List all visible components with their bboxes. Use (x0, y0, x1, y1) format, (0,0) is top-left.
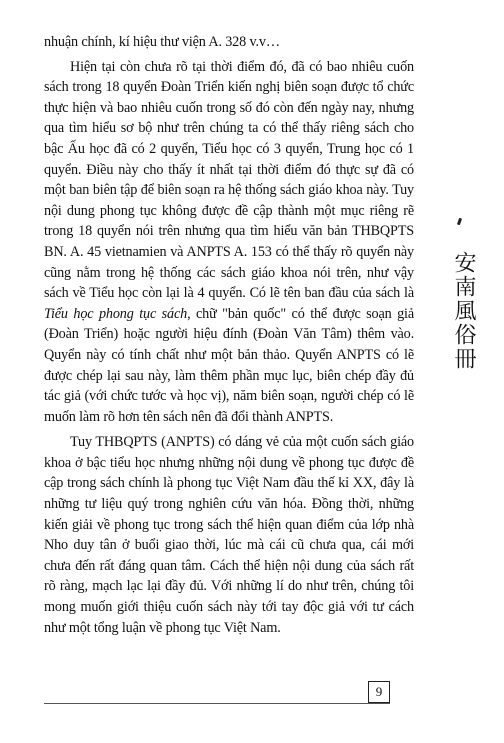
paragraph-2-main: Hiện tại còn chưa rõ tại thời điểm đó, đã có bao nhiêu cuốn sách trong 18 quyển Đoàn Triển kiến nghị biên soạn được tổ chức thực hiện và bao nhiêu cuốn trong số đó còn đến ngày nay, nhưng qua tìm hiểu sơ bộ như trên chúng ta có thể thấy riêng sách cho bậc Ấu học đã có 2 quyển, Tiểu học có 3 quyển, Trung học có 1 quyển. Điều này cho thấy ít nhất tại thời điểm đó thực sự đã có một ban biên tập để biên soạn ra hệ thống sách giáo khoa này. Tuy nội dung phong tục không được đề cập thành một mục riêng rẽ trong 18 quyển nói trên nhưng qua tìm hiểu văn bản THBQPTS BN. A. 45 vietnamien và ANPTS A. 153 có thể thấy rõ quyển này cũng nằm trong hệ thống các sách giáo khoa nói trên, như vậy sách về Tiểu học còn lại là 4 quyển. Có lẽ tên ban đầu của sách là (44, 58, 414, 302)
page-number: 9 (368, 681, 390, 703)
paragraph-3: Tuy THBQPTS (ANPTS) có dáng vẻ của một cuốn sách giáo khoa ở bậc tiểu học nhưng những nội dung về phong tục được đề cập trong sách chính là phong tục Việt Nam đầu thế kỉ XX, đây là những tư liệu quý trong nghiên cứu văn hóa. Đồng thời, những kiến giải về phong tục trong sách thể hiện quan điểm của lớp nhà Nho duy tân ở buổi giao thời, lúc mà cái cũ chưa qua, cái mới chưa đến rất đáng quan tâm. Cách thể hiện nội dung của sách rất rõ ràng, mạch lạc lại đầy đủ. Với những lí do như trên, chúng tôi mong muốn giới thiệu cuốn sách này tới tay độc giả với tư cách như một tổng luận về phong tục Việt Nam. (44, 434, 414, 636)
paragraph-2 (44, 57, 414, 428)
paragraph-1: nhuận chính, kí hiệu thư viện A. 328 v.v… (44, 34, 280, 50)
paragraph-2-tail: , chữ "bản quốc" có thể được soạn giả (Đoàn Triển) hoặc người hiệu đính (Đoàn Văn Tâm) thêm vào. Quyển này có tính chất như một bản thảo. Quyển ANPTS có lẽ được chép lại sau này, làm thêm phần mục lục, biên chép đầy đủ tác giả (với chức tước và học vị), năm biên soạn, người chép có lẽ muốn làm rõ hơn tên sách nên đã đổi thành ANPTS. (44, 305, 414, 425)
footer-rule (44, 703, 390, 704)
vertical-side-title: 安南風俗冊 (451, 251, 476, 371)
book-title-italic: Tiểu học phong tục sách (44, 305, 188, 322)
side-tick-mark (457, 218, 462, 226)
body-text (44, 32, 414, 643)
